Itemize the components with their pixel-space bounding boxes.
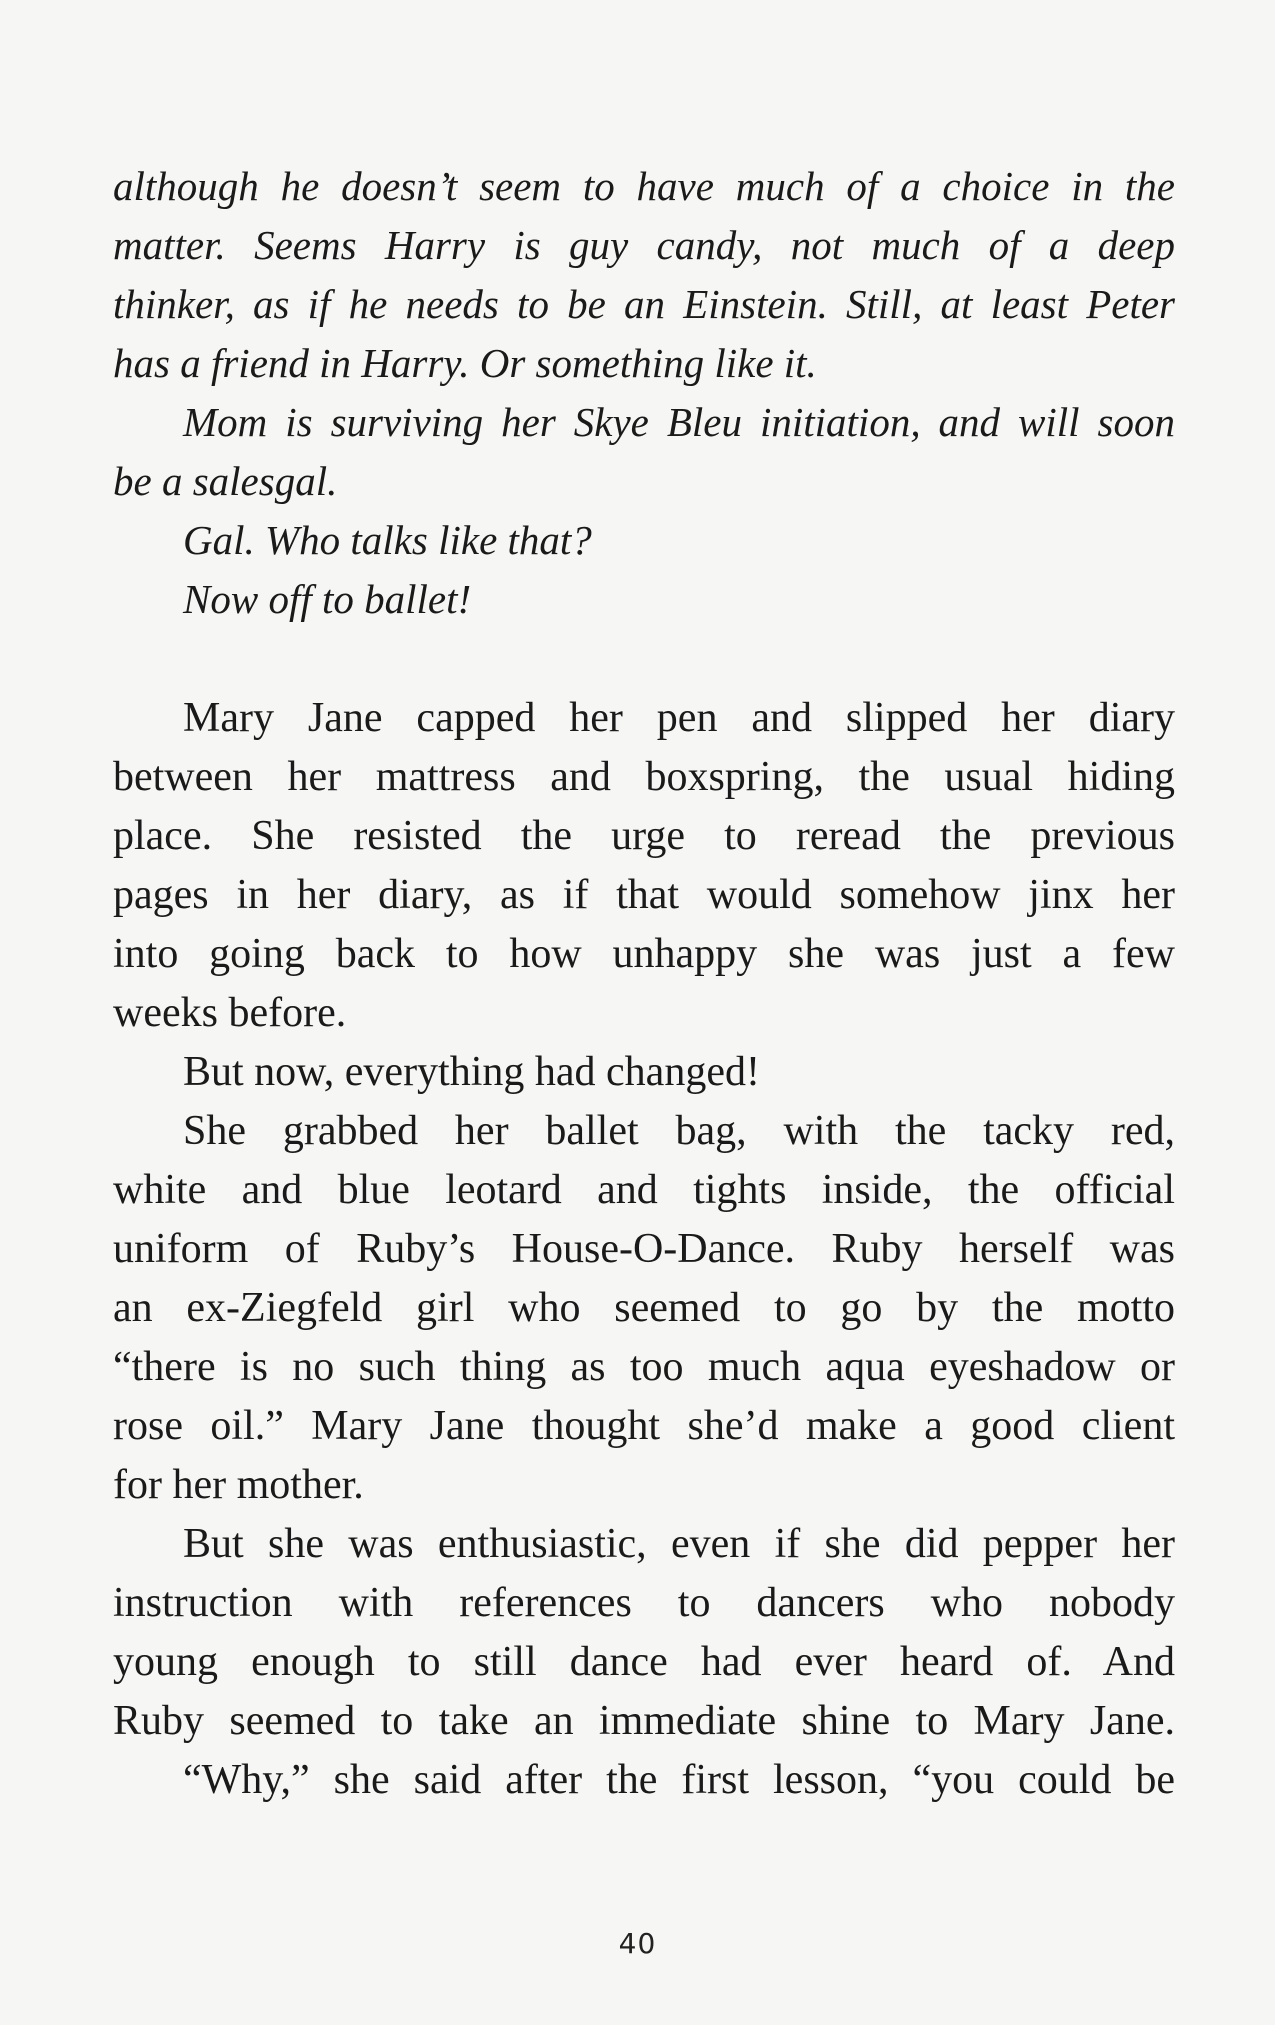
narrative-line: Ruby seemed to take an immediate shine to Mary Jane. xyxy=(113,1698,1175,1744)
narrative-line: between her mattress and boxspring, the usual hiding xyxy=(113,754,1175,800)
narrative-line: But she was enthusiastic, even if she did pepper her xyxy=(183,1521,1175,1567)
narrative-line: But now, everything had changed! xyxy=(183,1049,760,1095)
narrative-line: into going back to how unhappy she was just a few xyxy=(113,931,1175,977)
narrative-line: an ex-Ziegfeld girl who seemed to go by the motto xyxy=(113,1285,1175,1331)
narrative-line: pages in her diary, as if that would somehow jinx her xyxy=(113,872,1175,918)
narrative-line: weeks before. xyxy=(113,990,347,1036)
narrative-line: place. She resisted the urge to reread the previous xyxy=(113,813,1175,859)
narrative-line: “Why,” she said after the first lesson, “you could be xyxy=(183,1757,1175,1803)
narrative-text xyxy=(113,689,1175,1810)
narrative-line: instruction with references to dancers who nobody xyxy=(113,1580,1175,1626)
narrative-line: for her mother. xyxy=(113,1462,364,1508)
diary-line: be a salesgal. xyxy=(113,458,338,504)
narrative-line: “there is no such thing as too much aqua eyeshadow or xyxy=(113,1344,1175,1390)
diary-line: Mom is surviving her Skye Bleu initiation, and will soon xyxy=(183,399,1175,445)
narrative-line: Mary Jane capped her pen and slipped her diary xyxy=(183,695,1175,741)
diary-line: although he doesn’t seem to have much of a choice in the xyxy=(113,163,1175,209)
diary-line: Now off to ballet! xyxy=(183,576,472,622)
narrative-line: white and blue leotard and tights inside, the official xyxy=(113,1167,1175,1213)
page-number: 40 xyxy=(618,1927,657,1960)
narrative-line: young enough to still dance had ever heard of. And xyxy=(113,1639,1175,1685)
narrative-line: rose oil.” Mary Jane thought she’d make a good client xyxy=(113,1403,1175,1449)
diary-line: Gal. Who talks like that? xyxy=(183,517,592,563)
diary-line: thinker, as if he needs to be an Einstein. Still, at least Peter xyxy=(113,281,1175,327)
diary-line: matter. Seems Harry is guy candy, not much of a deep xyxy=(113,222,1175,268)
narrative-line: uniform of Ruby’s House-O-Dance. Ruby herself was xyxy=(113,1226,1175,1272)
narrative-line: She grabbed her ballet bag, with the tacky red, xyxy=(183,1108,1175,1154)
diary-entry xyxy=(113,157,1175,629)
diary-line: has a friend in Harry. Or something like it. xyxy=(113,340,817,386)
